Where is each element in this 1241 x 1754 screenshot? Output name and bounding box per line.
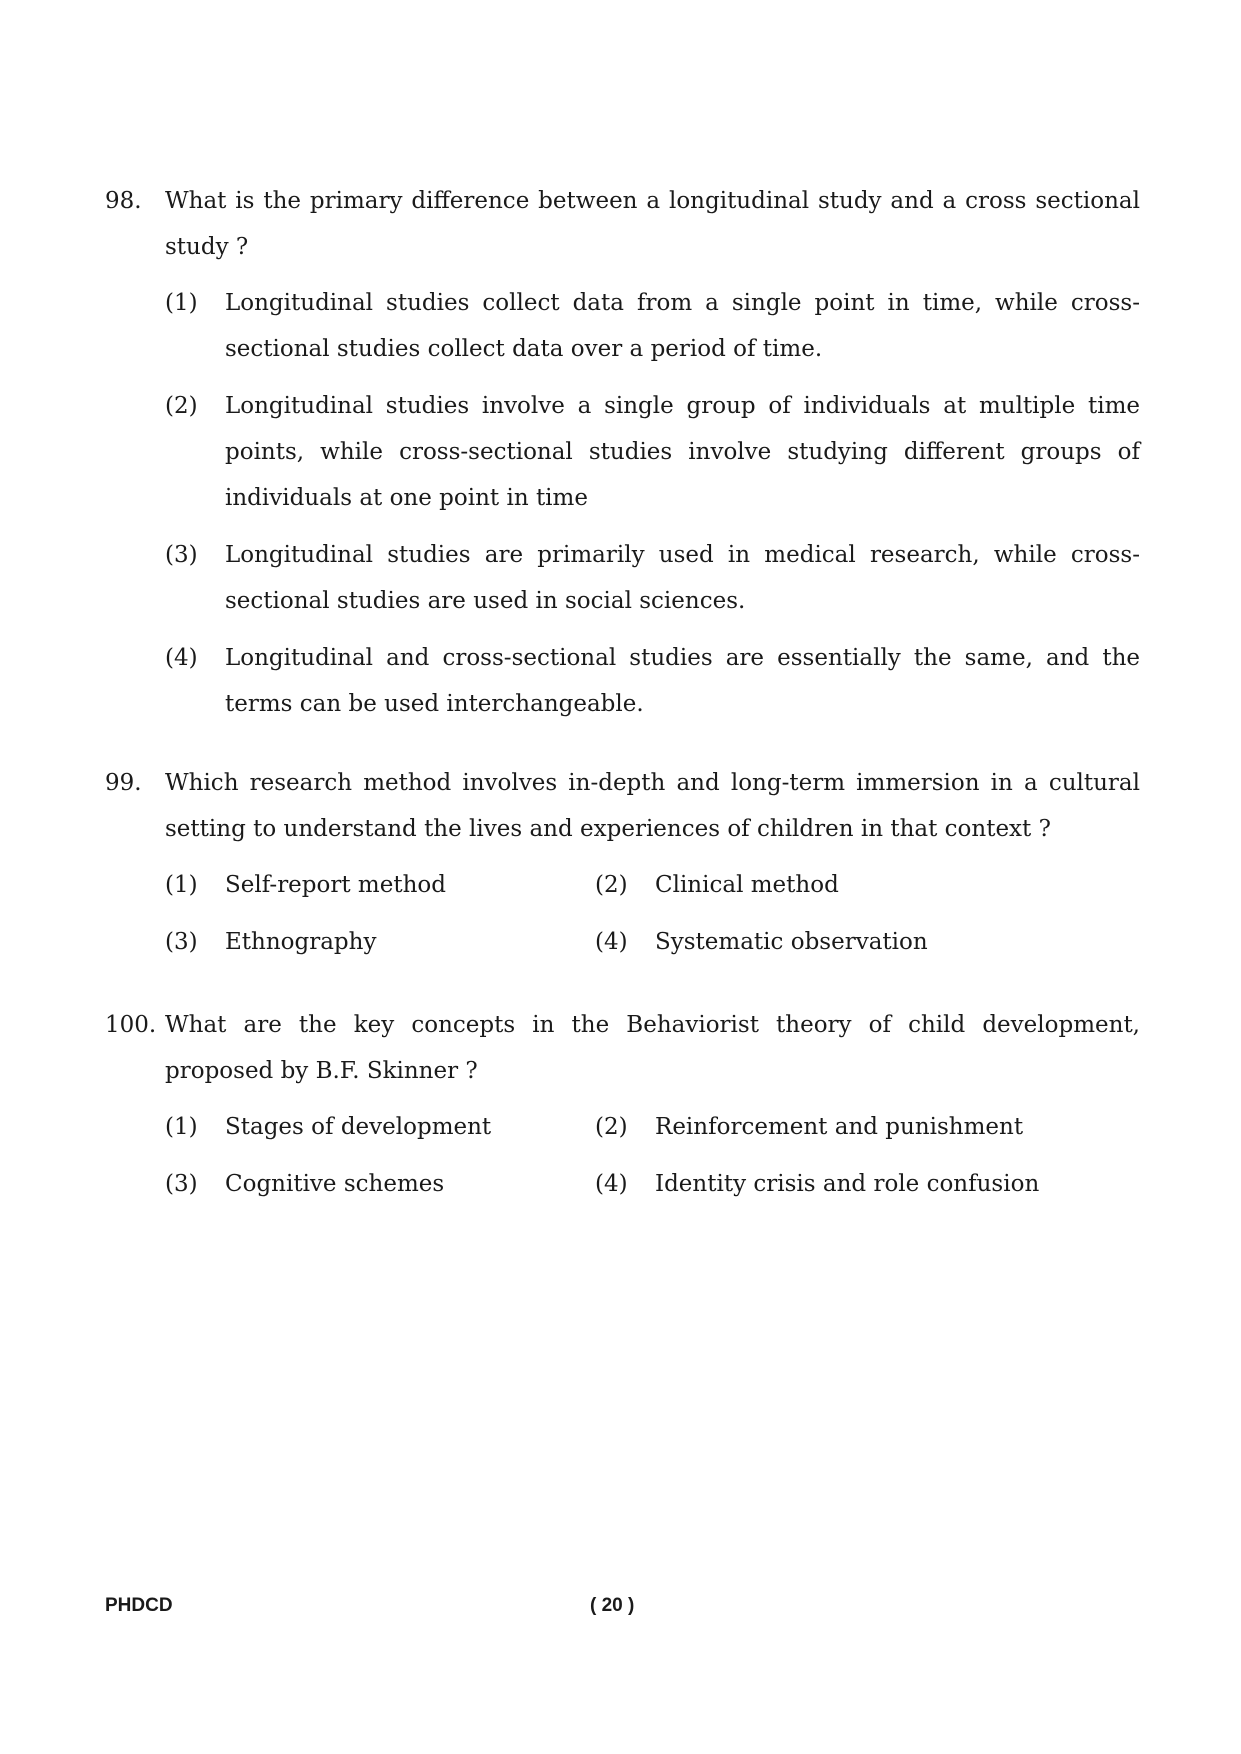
option-text: Cognitive schemes [225, 1171, 445, 1197]
option [165, 280, 1140, 372]
options-list [165, 280, 1140, 727]
option [165, 532, 1140, 624]
options-grid [165, 1104, 1140, 1207]
option [165, 919, 595, 965]
option-text: Stages of development [225, 1114, 492, 1140]
option [165, 635, 1140, 727]
option [595, 862, 1095, 908]
option [595, 1161, 1095, 1207]
option-text: Reinforcement and punishment [655, 1114, 1024, 1140]
option-text: Clinical method [655, 872, 839, 898]
options-grid [165, 862, 1140, 965]
option-text: Longitudinal and cross-sectional studies are essentially the same, and the terms can be used interchangeable. [225, 645, 1140, 717]
option-number: (2) [595, 872, 628, 898]
option-text: Self-report method [225, 872, 446, 898]
option-number: (1) [165, 290, 198, 316]
question-text: What is the primary difference between a longitudinal study and a cross sectional study ? [165, 188, 1140, 260]
option [165, 1104, 595, 1150]
option-text: Ethnography [225, 929, 377, 955]
option-number: (2) [165, 393, 198, 419]
option-text: Systematic observation [655, 929, 928, 955]
question-number: 98. [105, 188, 142, 214]
option [165, 383, 1140, 521]
question-number: 100. [105, 1012, 157, 1038]
option-number: (2) [595, 1114, 628, 1140]
option-number: (4) [165, 645, 198, 671]
page-number: ( 20 ) [590, 1595, 635, 1616]
option [595, 919, 1095, 965]
option-text: Longitudinal studies involve a single group of individuals at multiple time points, while cross-sectional studies involve studying different groups of individuals at one point in time [225, 393, 1140, 511]
option-number: (1) [165, 1114, 198, 1140]
option-number: (4) [595, 929, 628, 955]
question-number: 99. [105, 770, 142, 796]
question-text: Which research method involves in-depth and long-term immersion in a cultural setting to understand the lives and experiences of children in that context ? [165, 770, 1140, 842]
question-text: What are the key concepts in the Behaviorist theory of child development, proposed by B.F. Skinner ? [165, 1012, 1140, 1084]
option-text: Longitudinal studies collect data from a single point in time, while cross-sectional studies collect data over a period of time. [225, 290, 1140, 362]
question-99 [105, 760, 1140, 965]
option-number: (3) [165, 1171, 198, 1197]
question-98 [105, 178, 1140, 738]
option-text: Longitudinal studies are primarily used in medical research, while cross-sectional studies are used in social sciences. [225, 542, 1140, 614]
option [595, 1104, 1095, 1150]
paper-code: PHDCD [105, 1595, 173, 1616]
option-number: (3) [165, 929, 198, 955]
option [165, 862, 595, 908]
option-number: (3) [165, 542, 198, 568]
option-number: (1) [165, 872, 198, 898]
option [165, 1161, 595, 1207]
option-text: Identity crisis and role confusion [655, 1171, 1040, 1197]
question-100 [105, 1002, 1140, 1207]
option-number: (4) [595, 1171, 628, 1197]
